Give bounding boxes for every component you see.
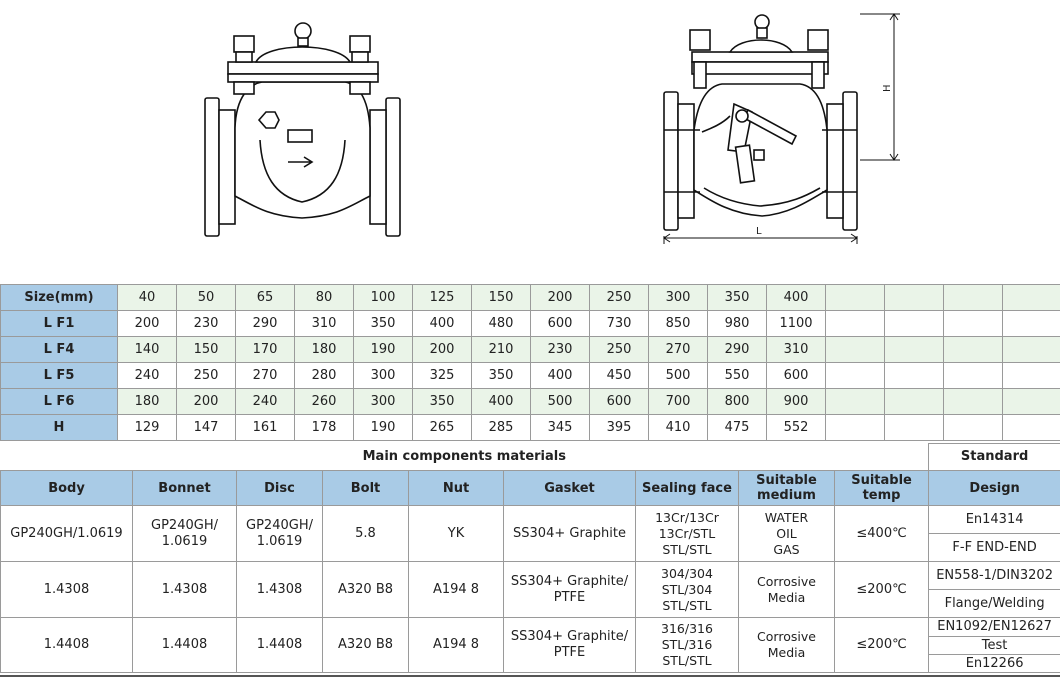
- cell-medium-line2: Media: [767, 645, 806, 660]
- dimension-cell: 200: [177, 389, 236, 415]
- dimension-cell: 700: [649, 389, 708, 415]
- header-medium-line1: Suitable: [756, 473, 817, 488]
- cell-gasket-line2: PTFE: [553, 645, 586, 660]
- dimension-table-body: [1, 285, 1060, 441]
- standard-cell: EN558-1/DIN3202: [929, 562, 1060, 590]
- dimension-cell: 395: [590, 415, 649, 441]
- dimension-cell: 190: [354, 337, 413, 363]
- dimension-cell: 300: [649, 285, 708, 311]
- dimension-cell: 450: [590, 363, 649, 389]
- dimension-cell: 410: [649, 415, 708, 441]
- bottom-rule: [0, 675, 1060, 677]
- dimension-cell: 200: [118, 311, 177, 337]
- dimension-cell: 600: [590, 389, 649, 415]
- empty-cell: [1003, 415, 1060, 441]
- cell-gasket-line2: PTFE: [553, 589, 586, 605]
- empty-cell: [1003, 389, 1060, 415]
- dimension-cell: 140: [118, 337, 177, 363]
- empty-cell: [1003, 285, 1060, 311]
- header-body: Body: [1, 471, 133, 506]
- dimension-cell: 350: [413, 389, 472, 415]
- header-sealing-face: Sealing face: [636, 471, 739, 506]
- cell-gasket-line1: SS304+ Graphite: [513, 525, 626, 541]
- dimension-cell: 290: [236, 311, 295, 337]
- cell-nut: A194 8: [409, 562, 504, 618]
- empty-cell: [944, 415, 1003, 441]
- standard-cell: Test: [929, 637, 1060, 655]
- row-header: H: [1, 415, 118, 441]
- cell-medium-line3: GAS: [773, 541, 800, 557]
- header-bolt: Bolt: [323, 471, 409, 506]
- empty-cell: [885, 363, 944, 389]
- cell-sealing-line3: STL/STL: [662, 541, 712, 557]
- material-row: [1, 506, 1060, 534]
- dimension-row: [1, 337, 1060, 363]
- empty-cell: [826, 363, 885, 389]
- empty-cell: [885, 285, 944, 311]
- cell-bonnet-line1: GP240GH/: [151, 517, 218, 533]
- standard-cell: En14314: [929, 506, 1060, 534]
- cell-medium-line2: Media: [767, 589, 806, 605]
- standard-cell: F-F END-END: [929, 534, 1060, 562]
- dimension-cell: 250: [177, 363, 236, 389]
- dimension-h-label: H: [882, 84, 893, 92]
- empty-cell: [944, 285, 1003, 311]
- dimension-cell: 270: [236, 363, 295, 389]
- cell-nut: YK: [409, 506, 504, 562]
- cell-sealing-line2: 13Cr/STL: [658, 525, 716, 541]
- dimension-cell: 290: [708, 337, 767, 363]
- cell-medium-line1: Corrosive: [757, 629, 816, 644]
- cell-gasket-line1: SS304+ Graphite/: [510, 629, 629, 644]
- dimension-cell: 270: [649, 337, 708, 363]
- standard-cell: Flange/Welding: [929, 590, 1060, 618]
- dimension-cell: 550: [708, 363, 767, 389]
- header-suitable-medium: [739, 471, 835, 506]
- dimension-cell: 80: [295, 285, 354, 311]
- cell-sealing-line1: 304/304: [661, 565, 713, 581]
- cell-gasket-line1: SS304+ Graphite/: [510, 573, 629, 589]
- dimension-cell: 50: [177, 285, 236, 311]
- dimension-cell: 730: [590, 311, 649, 337]
- header-nut: Nut: [409, 471, 504, 506]
- dimension-cell: 400: [767, 285, 826, 311]
- dimension-cell: 40: [118, 285, 177, 311]
- cell-bonnet: 1.4308: [133, 562, 237, 618]
- dimension-cell: 265: [413, 415, 472, 441]
- dimension-cell: 200: [413, 337, 472, 363]
- dimension-cell: 129: [118, 415, 177, 441]
- dimension-cell: 190: [354, 415, 413, 441]
- cell-bolt: A320 B8: [323, 618, 409, 673]
- dimension-cell: 400: [531, 363, 590, 389]
- dimension-row: [1, 285, 1060, 311]
- cell-bonnet-line2: 1.0619: [161, 533, 208, 549]
- dimension-cell: 240: [118, 363, 177, 389]
- empty-cell: [944, 337, 1003, 363]
- dimension-table: [0, 284, 1060, 441]
- dimension-cell: 210: [472, 337, 531, 363]
- cell-medium: [739, 618, 835, 673]
- dimension-cell: 350: [472, 363, 531, 389]
- dimension-cell: 170: [236, 337, 295, 363]
- dimension-cell: 800: [708, 389, 767, 415]
- dimension-cell: 400: [413, 311, 472, 337]
- valve-section-drawing: [664, 15, 857, 230]
- dimension-cell: 325: [413, 363, 472, 389]
- empty-cell: [1003, 363, 1060, 389]
- cell-bolt: 5.8: [323, 506, 409, 562]
- dimension-cell: 600: [767, 363, 826, 389]
- cell-temp: ≤200℃: [835, 618, 929, 673]
- dimension-cell: 300: [354, 363, 413, 389]
- empty-cell: [1003, 311, 1060, 337]
- empty-cell: [1003, 337, 1060, 363]
- dimension-row: [1, 311, 1060, 337]
- empty-cell: [826, 311, 885, 337]
- dimension-cell: 1100: [767, 311, 826, 337]
- header-temp-line2: temp: [862, 488, 901, 503]
- cell-sealing-face: [636, 506, 739, 562]
- dimension-cell: 285: [472, 415, 531, 441]
- dimension-cell: 500: [649, 363, 708, 389]
- dimension-cell: 65: [236, 285, 295, 311]
- cell-sealing-line3: STL/STL: [662, 653, 712, 668]
- cell-disc: [237, 506, 323, 562]
- materials-table: [0, 443, 1060, 673]
- dimension-cell: 180: [295, 337, 354, 363]
- dimension-cell: 350: [354, 311, 413, 337]
- dimension-cell: 600: [531, 311, 590, 337]
- dimension-cell: 310: [767, 337, 826, 363]
- dimension-cell: 180: [118, 389, 177, 415]
- header-temp-line1: Suitable: [851, 473, 912, 488]
- cell-medium-line2: OIL: [776, 525, 797, 541]
- dimension-cell: 100: [354, 285, 413, 311]
- valve-exterior-drawing: [205, 23, 400, 236]
- dimension-cell: 125: [413, 285, 472, 311]
- valve-drawings: [0, 0, 1060, 280]
- dimension-cell: 250: [590, 337, 649, 363]
- header-suitable-temp: [835, 471, 929, 506]
- cell-disc: 1.4308: [237, 562, 323, 618]
- dimension-cell: 345: [531, 415, 590, 441]
- cell-body: GP240GH/1.0619: [1, 506, 133, 562]
- cell-gasket: [504, 562, 636, 618]
- materials-title: Main components materials: [1, 444, 929, 471]
- cell-medium: [739, 562, 835, 618]
- header-medium-line2: medium: [757, 488, 816, 503]
- cell-nut: A194 8: [409, 618, 504, 673]
- cell-sealing-face: [636, 562, 739, 618]
- header-gasket: Gasket: [504, 471, 636, 506]
- cell-temp: ≤200℃: [835, 562, 929, 618]
- standard-cell: EN1092/EN12627: [929, 618, 1060, 637]
- dimension-cell: 480: [472, 311, 531, 337]
- dimension-cell: 150: [472, 285, 531, 311]
- row-header: L F6: [1, 389, 118, 415]
- empty-cell: [826, 285, 885, 311]
- cell-sealing-line1: 316/316: [661, 621, 713, 636]
- dimension-cell: 475: [708, 415, 767, 441]
- dimension-cell: 900: [767, 389, 826, 415]
- dimension-row: [1, 363, 1060, 389]
- header-design: Design: [929, 471, 1060, 506]
- cell-sealing-line3: STL/STL: [662, 597, 712, 613]
- dimension-cell: 400: [472, 389, 531, 415]
- empty-cell: [885, 415, 944, 441]
- standard-title: Standard: [929, 444, 1060, 471]
- empty-cell: [944, 311, 1003, 337]
- dimension-cell: 350: [708, 285, 767, 311]
- header-bonnet: Bonnet: [133, 471, 237, 506]
- dimension-row: [1, 415, 1060, 441]
- dimension-cell: 250: [590, 285, 649, 311]
- cell-sealing-line2: STL/304: [661, 581, 713, 597]
- standard-cell: En12266: [929, 655, 1060, 673]
- cell-disc-line1: GP240GH/: [246, 517, 313, 533]
- dimension-cell: 240: [236, 389, 295, 415]
- dimension-cell: 161: [236, 415, 295, 441]
- row-header: L F5: [1, 363, 118, 389]
- material-row: [1, 618, 1060, 637]
- empty-cell: [885, 311, 944, 337]
- material-row: [1, 562, 1060, 590]
- cell-bonnet: 1.4408: [133, 618, 237, 673]
- dimension-cell: 150: [177, 337, 236, 363]
- empty-cell: [885, 389, 944, 415]
- cell-medium-line1: Corrosive: [757, 573, 816, 589]
- header-disc: Disc: [237, 471, 323, 506]
- empty-cell: [885, 337, 944, 363]
- dimension-cell: 230: [177, 311, 236, 337]
- cell-sealing-line1: 13Cr/13Cr: [655, 509, 719, 525]
- empty-cell: [826, 415, 885, 441]
- dimension-cell: 980: [708, 311, 767, 337]
- cell-medium-line1: WATER: [764, 509, 809, 525]
- row-header: L F4: [1, 337, 118, 363]
- empty-cell: [944, 389, 1003, 415]
- dimension-cell: 260: [295, 389, 354, 415]
- dimension-cell: 310: [295, 311, 354, 337]
- row-header: Size(mm): [1, 285, 118, 311]
- cell-bolt: A320 B8: [323, 562, 409, 618]
- dimension-cell: 200: [531, 285, 590, 311]
- dimension-cell: 300: [354, 389, 413, 415]
- empty-cell: [826, 389, 885, 415]
- cell-sealing-face: [636, 618, 739, 673]
- cell-disc: 1.4408: [237, 618, 323, 673]
- dimension-row: [1, 389, 1060, 415]
- dimension-cell: 178: [295, 415, 354, 441]
- cell-body: 1.4308: [1, 562, 133, 618]
- dimension-cell: 147: [177, 415, 236, 441]
- empty-cell: [826, 337, 885, 363]
- cell-gasket: [504, 618, 636, 673]
- cell-medium: [739, 506, 835, 562]
- empty-cell: [944, 363, 1003, 389]
- dimension-l-label: L: [756, 226, 762, 237]
- dimension-cell: 552: [767, 415, 826, 441]
- dimension-cell: 230: [531, 337, 590, 363]
- cell-sealing-line2: STL/316: [661, 637, 713, 652]
- cell-bonnet: [133, 506, 237, 562]
- cell-disc-line2: 1.0619: [256, 533, 303, 549]
- cell-gasket: [504, 506, 636, 562]
- dimension-cell: 850: [649, 311, 708, 337]
- cell-temp: ≤400℃: [835, 506, 929, 562]
- row-header: L F1: [1, 311, 118, 337]
- dimension-cell: 280: [295, 363, 354, 389]
- dimension-cell: 500: [531, 389, 590, 415]
- cell-body: 1.4408: [1, 618, 133, 673]
